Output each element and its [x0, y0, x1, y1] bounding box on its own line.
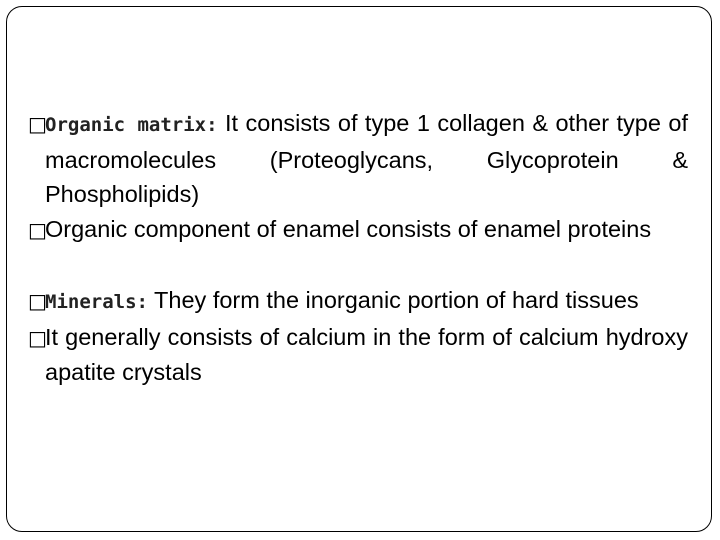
bullet-box-icon: □ — [28, 217, 47, 242]
bullet-heading-minerals: Minerals: — [45, 291, 148, 313]
bullet-text-organic-matrix: It consists of type 1 collagen & other type of macromolecules (Proteoglycans, Glycoprotein & Phospholipids) — [45, 110, 688, 207]
bullet-organic-matrix — [28, 106, 688, 212]
bullet-heading-organic-matrix: Organic matrix: — [45, 114, 218, 136]
slide-content — [28, 106, 688, 390]
spacer — [28, 247, 688, 283]
bullet-organic-component — [28, 212, 688, 248]
bullet-minerals — [28, 283, 688, 320]
bullet-text-minerals: They form the inorganic portion of hard tissues — [147, 287, 639, 313]
bullet-box-icon: □ — [28, 325, 47, 350]
bullet-text-organic-component: Organic component of enamel consists of enamel proteins — [45, 215, 652, 242]
bullet-calcium — [28, 320, 688, 390]
bullet-text-calcium: It generally consists of calcium in the form of calcium hydroxy apatite crystals — [45, 323, 688, 385]
bullet-box-icon: □ — [28, 289, 47, 313]
bullet-box-icon: □ — [28, 112, 47, 136]
